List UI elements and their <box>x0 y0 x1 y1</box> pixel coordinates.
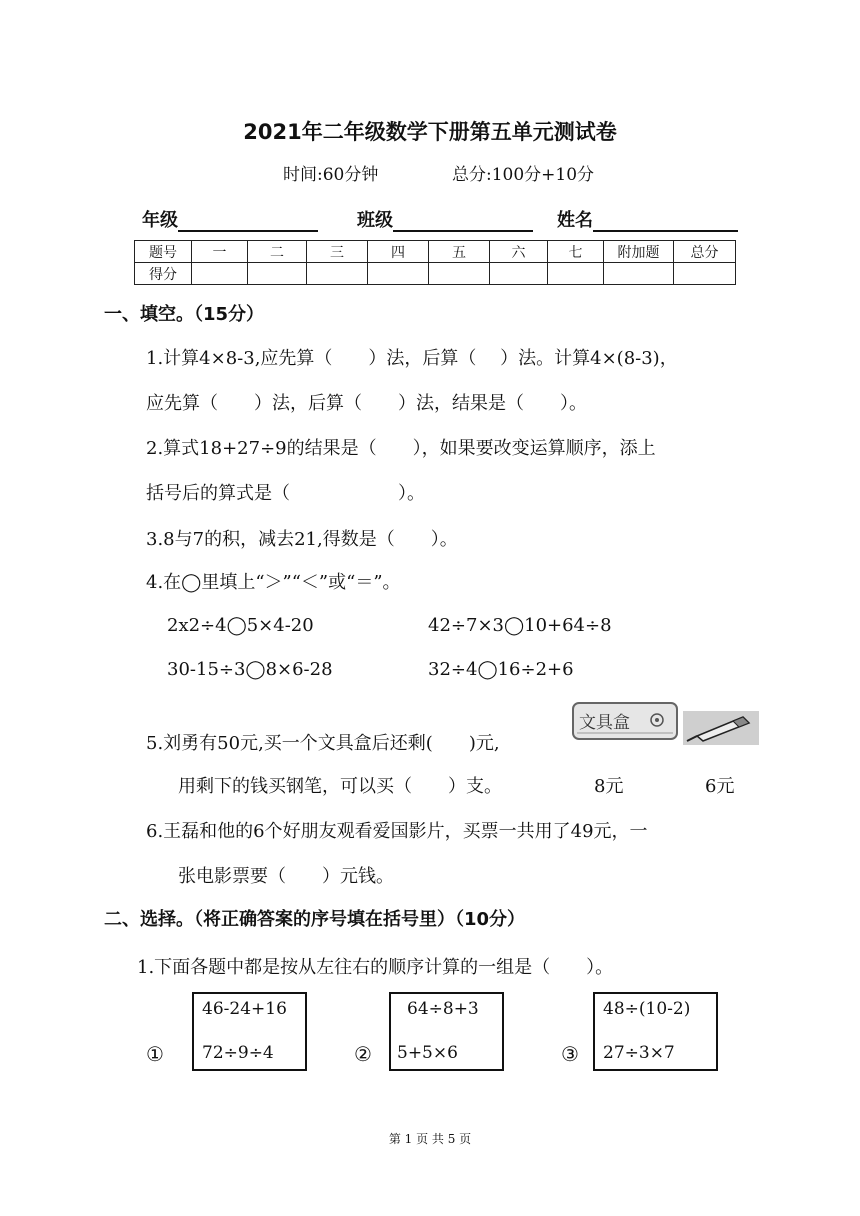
option1-line2: 72÷9÷4 <box>202 1043 274 1063</box>
header-cell: 七 <box>548 241 604 263</box>
option3-line2: 27÷3×7 <box>603 1043 675 1063</box>
name-field <box>557 206 738 232</box>
score-cell[interactable] <box>368 263 429 285</box>
pencil-box-label: 文具盒 <box>579 713 630 733</box>
q2-line2: 括号后的算式是（ ）。 <box>146 483 425 504</box>
section2-heading: 二、选择。（将正确答案的序号填在括号里）（10分） <box>104 909 526 930</box>
header-cell: 一 <box>192 241 248 263</box>
option3-symbol[interactable]: ③ <box>561 1042 579 1066</box>
score-cell[interactable] <box>604 263 674 285</box>
q4-item: 30-15÷3◯8×6-28 <box>167 659 333 680</box>
header-cell: 四 <box>368 241 429 263</box>
option1-box <box>192 992 307 1071</box>
header-cell: 附加题 <box>604 241 674 263</box>
section1-heading: 一、填空。（15分） <box>104 304 265 325</box>
price-pencil-box: 8元 <box>594 776 624 797</box>
grade-blank[interactable] <box>178 210 318 232</box>
header-cell: 总分 <box>674 241 736 263</box>
option2-line2: 5+5×6 <box>397 1043 458 1063</box>
choice-q1-text: 1.下面各题中都是按从左往右的顺序计算的一组是（ ）。 <box>137 957 614 978</box>
total-score-label: 总分:100分+10分 <box>452 165 595 185</box>
class-label: 班级 <box>357 210 393 231</box>
name-label: 姓名 <box>557 210 593 231</box>
score-cell[interactable] <box>307 263 368 285</box>
header-cell: 五 <box>429 241 490 263</box>
q4-item: 42÷7×3◯10+64÷8 <box>428 615 612 636</box>
q1-line2: 应先算（ ）法，后算（ ）法，结果是（ ）。 <box>146 393 587 414</box>
q4-item: 2x2÷4◯5×4-20 <box>167 615 314 636</box>
page-title: 2021年二年级数学下册第五单元测试卷 <box>243 120 617 144</box>
header-cell: 三 <box>307 241 368 263</box>
score-cell[interactable] <box>548 263 604 285</box>
q6-line2: 张电影票要（ ）元钱。 <box>178 866 394 887</box>
q4-text: 4.在◯里填上“＞”“＜”或“＝”。 <box>146 572 401 593</box>
q3-text: 3.8与7的积，减去21,得数是（ ）。 <box>146 529 458 550</box>
grade-label: 年级 <box>142 210 178 231</box>
option2-line1: 64÷8+3 <box>407 999 479 1019</box>
score-cell[interactable] <box>429 263 490 285</box>
score-cell[interactable] <box>248 263 307 285</box>
option3-line1: 48÷(10-2) <box>603 999 691 1019</box>
name-blank[interactable] <box>593 210 738 232</box>
score-cell[interactable] <box>674 263 736 285</box>
score-table-header-row <box>135 241 736 263</box>
option2-box <box>389 992 504 1071</box>
price-pen: 6元 <box>705 776 735 797</box>
page-footer: 第 1 页 共 5 页 <box>388 1132 472 1146</box>
score-cell[interactable] <box>490 263 548 285</box>
header-cell: 六 <box>490 241 548 263</box>
q5-line1: 5.刘勇有50元,买一个文具盒后还剩( )元, <box>146 733 500 754</box>
header-cell: 题号 <box>135 241 192 263</box>
q1-line1: 1.计算4×8-3,应先算（ ）法，后算（ ）法。计算4×(8-3)， <box>146 348 678 369</box>
option3-box <box>593 992 718 1071</box>
pen-image <box>683 711 759 745</box>
option2-symbol[interactable]: ② <box>354 1042 372 1066</box>
score-table-score-row <box>135 263 736 285</box>
option1-line1: 46-24+16 <box>202 999 287 1019</box>
class-field <box>357 206 533 232</box>
q2-line1: 2.算式18+27÷9的结果是（ ），如果要改变运算顺序，添上 <box>146 438 656 459</box>
header-cell: 二 <box>248 241 307 263</box>
pen-icon <box>683 711 759 745</box>
q4-item: 32÷4◯16÷2+6 <box>428 659 574 680</box>
option1-symbol[interactable]: ① <box>146 1042 164 1066</box>
score-cell[interactable] <box>192 263 248 285</box>
grade-field <box>142 206 318 232</box>
score-table <box>134 240 736 285</box>
score-row-label: 得分 <box>135 263 192 285</box>
class-blank[interactable] <box>393 210 533 232</box>
pencil-box-image <box>571 699 681 743</box>
q6-line1: 6.王磊和他的6个好朋友观看爱国影片，买票一共用了49元，一 <box>146 821 648 842</box>
time-label: 时间:60分钟 <box>283 165 379 185</box>
q5-line2: 用剩下的钱买钢笔，可以买（ ）支。 <box>178 776 502 797</box>
